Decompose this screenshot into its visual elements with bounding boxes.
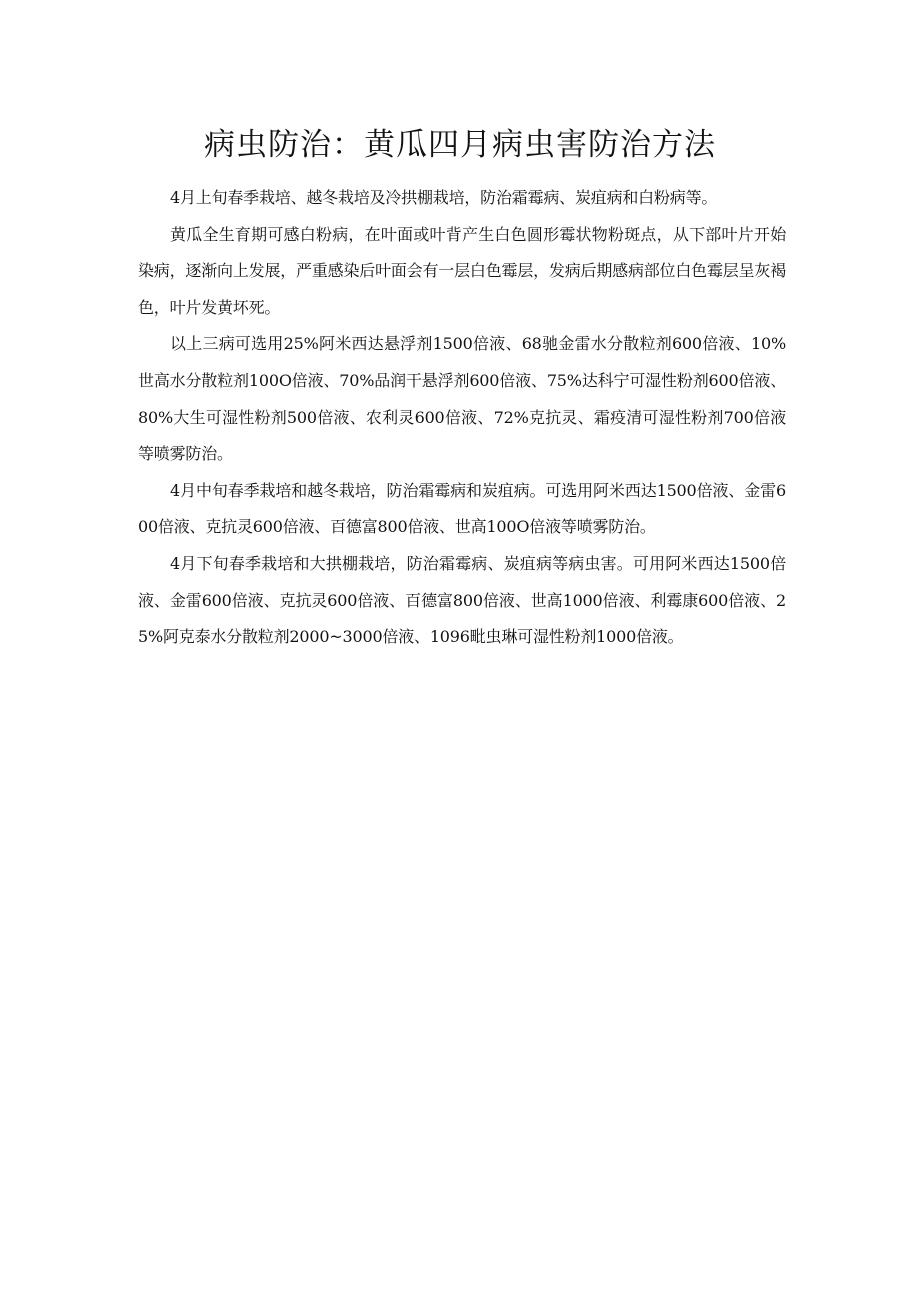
document-body [138, 180, 786, 656]
paragraph-early-april: 4月上旬春季栽培、越冬栽培及冷拱棚栽培，防治霜霉病、炭疽病和白粉病等。 [170, 188, 718, 207]
paragraph-treatment: 以上三病可选用25%阿米西达悬浮剂1500倍液、68驰金雷水分散粒剂600倍液、10%世高水分散粒剂100O倍液、70%品润干悬浮剂600倍液、75%达科宁可湿性粉剂600倍液、80%大生可湿性粉剂500倍液、农利灵600倍液、72%克抗灵、霜疫清可湿性粉剂700倍液等喷雾防治。 [138, 334, 786, 464]
paragraph-powdery-mildew: 黄瓜全生育期可感白粉病，在叶面或叶背产生白色圆形霉状物粉斑点，从下部叶片开始染病，逐渐向上发展，严重感染后叶面会有一层白色霉层，发病后期感病部位白色霉层呈灰褐色，叶片发黄坏死。 [138, 224, 786, 317]
paragraph-late-april: 4月下旬春季栽培和大拱棚栽培，防治霜霉病、炭疽病等病虫害。可用阿米西达1500倍液、金雷600倍液、克抗灵600倍液、百德富800倍液、世高1000倍液、利霉康600倍液、25%阿克泰水分散粒剂2000~3000倍液、1096毗虫琳可湿性粉剂1000倍液。 [138, 553, 786, 647]
page-title: 病虫防治：黄瓜四月病虫害防治方法 [204, 127, 716, 163]
paragraph-mid-april: 4月中旬春季栽培和越冬栽培，防治霜霉病和炭疽病。可选用阿米西达1500倍液、金雷600倍液、克抗灵600倍液、百德富800倍液、世高100O倍液等喷雾防治。 [138, 480, 786, 537]
